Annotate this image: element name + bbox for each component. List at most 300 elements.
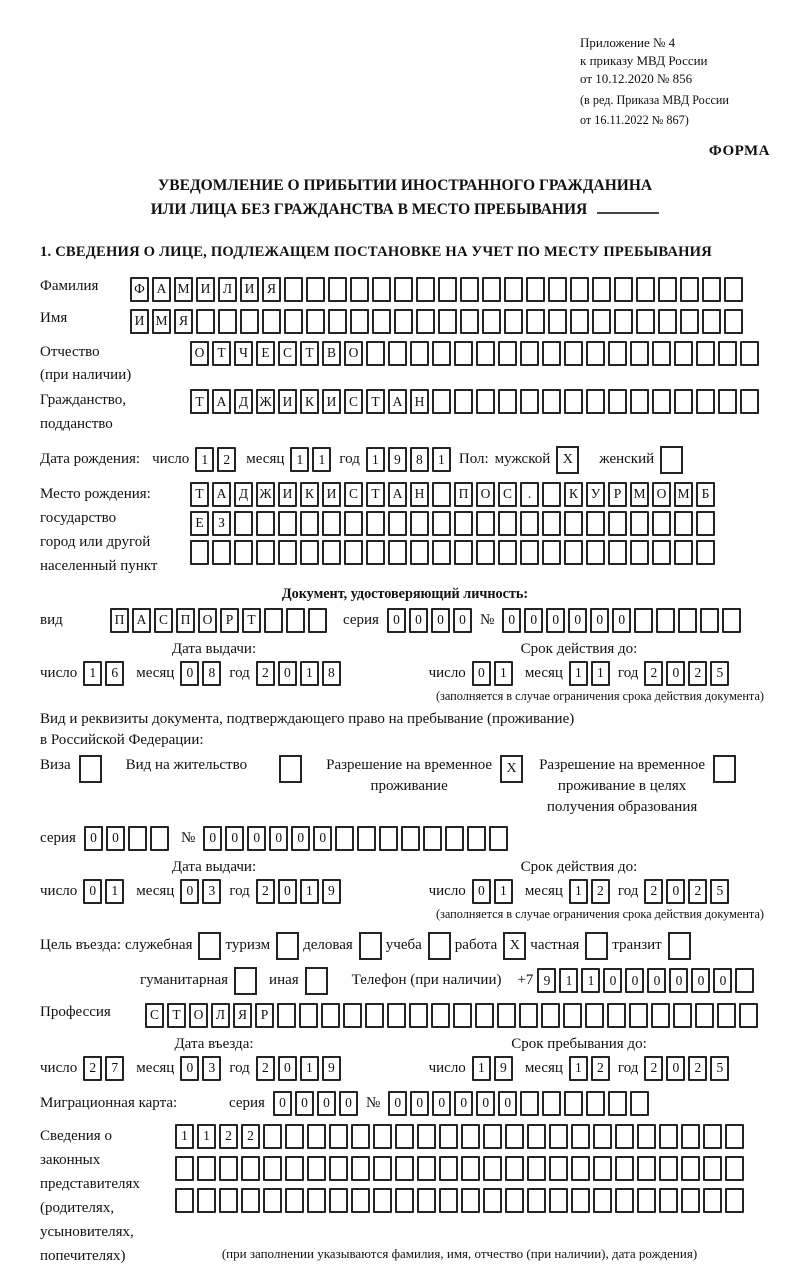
char-cell[interactable]	[615, 1188, 634, 1213]
char-cell[interactable]	[453, 1003, 472, 1028]
char-cell[interactable]	[702, 277, 721, 302]
char-cell[interactable]: .	[520, 482, 539, 507]
char-cell[interactable]: 1	[83, 661, 102, 686]
char-cell[interactable]	[322, 511, 341, 536]
char-cell[interactable]	[608, 511, 627, 536]
char-cell[interactable]	[542, 511, 561, 536]
char-cell[interactable]	[372, 277, 391, 302]
char-cell[interactable]	[593, 1124, 612, 1149]
char-cell[interactable]	[307, 1124, 326, 1149]
char-cell[interactable]	[379, 826, 398, 851]
char-cell[interactable]: Е	[190, 511, 209, 536]
char-cell[interactable]	[219, 1156, 238, 1181]
char-cell[interactable]: Т	[212, 341, 231, 366]
char-cell[interactable]: С	[145, 1003, 164, 1028]
char-cell[interactable]	[674, 511, 693, 536]
char-cell[interactable]: А	[388, 389, 407, 414]
char-cell[interactable]	[659, 1124, 678, 1149]
char-cell[interactable]: 0	[713, 968, 732, 993]
char-cell[interactable]	[505, 1156, 524, 1181]
char-cell[interactable]	[476, 389, 495, 414]
char-cell[interactable]: 1	[494, 879, 513, 904]
char-cell[interactable]	[656, 608, 675, 633]
char-cell[interactable]: У	[586, 482, 605, 507]
char-cell[interactable]	[718, 341, 737, 366]
char-cell[interactable]	[373, 1124, 392, 1149]
char-cell[interactable]	[417, 1188, 436, 1213]
char-cell[interactable]	[695, 1003, 714, 1028]
char-cell[interactable]	[286, 608, 305, 633]
char-cell[interactable]: Н	[410, 482, 429, 507]
char-cell[interactable]	[571, 1188, 590, 1213]
char-cell[interactable]: О	[189, 1003, 208, 1028]
char-cell[interactable]	[306, 277, 325, 302]
char-cell[interactable]	[630, 389, 649, 414]
char-cell[interactable]: 0	[180, 1056, 199, 1081]
char-cell[interactable]: 9	[388, 447, 407, 472]
char-cell[interactable]: 0	[431, 608, 450, 633]
char-cell[interactable]	[299, 1003, 318, 1028]
purpose-official-checkbox[interactable]	[198, 932, 221, 960]
char-cell[interactable]: К	[564, 482, 583, 507]
char-cell[interactable]	[461, 1124, 480, 1149]
char-cell[interactable]	[256, 540, 275, 565]
char-cell[interactable]: 0	[278, 661, 297, 686]
char-cell[interactable]: Т	[190, 389, 209, 414]
char-cell[interactable]: О	[198, 608, 217, 633]
char-cell[interactable]	[461, 1156, 480, 1181]
char-cell[interactable]: 5	[710, 1056, 729, 1081]
char-cell[interactable]	[505, 1188, 524, 1213]
char-cell[interactable]: Ф	[130, 277, 149, 302]
char-cell[interactable]	[335, 826, 354, 851]
char-cell[interactable]: Д	[234, 482, 253, 507]
char-cell[interactable]: Р	[608, 482, 627, 507]
char-cell[interactable]: 1	[569, 661, 588, 686]
char-cell[interactable]: 0	[612, 608, 631, 633]
char-cell[interactable]: Р	[255, 1003, 274, 1028]
char-cell[interactable]	[526, 277, 545, 302]
char-cell[interactable]: 0	[546, 608, 565, 633]
char-cell[interactable]	[681, 1156, 700, 1181]
char-cell[interactable]	[388, 511, 407, 536]
char-cell[interactable]	[395, 1124, 414, 1149]
char-cell[interactable]: С	[344, 389, 363, 414]
char-cell[interactable]: 0	[691, 968, 710, 993]
char-cell[interactable]	[630, 540, 649, 565]
char-cell[interactable]: 2	[256, 1056, 275, 1081]
char-cell[interactable]: И	[278, 389, 297, 414]
char-cell[interactable]	[431, 1003, 450, 1028]
char-cell[interactable]: 0	[666, 879, 685, 904]
char-cell[interactable]	[703, 1156, 722, 1181]
char-cell[interactable]	[262, 309, 281, 334]
char-cell[interactable]: 0	[476, 1091, 495, 1116]
char-cell[interactable]	[439, 1188, 458, 1213]
char-cell[interactable]	[681, 1188, 700, 1213]
char-cell[interactable]: 0	[295, 1091, 314, 1116]
char-cell[interactable]: 0	[180, 661, 199, 686]
char-cell[interactable]: Ч	[234, 341, 253, 366]
char-cell[interactable]	[264, 608, 283, 633]
char-cell[interactable]	[256, 511, 275, 536]
char-cell[interactable]: 8	[322, 661, 341, 686]
char-cell[interactable]: 0	[83, 879, 102, 904]
char-cell[interactable]	[416, 277, 435, 302]
char-cell[interactable]	[722, 608, 741, 633]
char-cell[interactable]: 0	[568, 608, 587, 633]
char-cell[interactable]	[284, 309, 303, 334]
char-cell[interactable]	[284, 277, 303, 302]
char-cell[interactable]	[724, 277, 743, 302]
char-cell[interactable]: Б	[696, 482, 715, 507]
char-cell[interactable]: 0	[410, 1091, 429, 1116]
char-cell[interactable]: 0	[106, 826, 125, 851]
char-cell[interactable]: 1	[105, 879, 124, 904]
char-cell[interactable]: М	[630, 482, 649, 507]
char-cell[interactable]	[476, 511, 495, 536]
char-cell[interactable]: П	[110, 608, 129, 633]
char-cell[interactable]	[285, 1188, 304, 1213]
char-cell[interactable]: О	[476, 482, 495, 507]
char-cell[interactable]	[593, 1156, 612, 1181]
char-cell[interactable]: 2	[256, 661, 275, 686]
char-cell[interactable]: 1	[494, 661, 513, 686]
char-cell[interactable]: 0	[247, 826, 266, 851]
char-cell[interactable]: 5	[710, 879, 729, 904]
char-cell[interactable]: Д	[234, 389, 253, 414]
char-cell[interactable]: 1	[559, 968, 578, 993]
char-cell[interactable]	[658, 277, 677, 302]
char-cell[interactable]	[394, 277, 413, 302]
char-cell[interactable]: 0	[432, 1091, 451, 1116]
char-cell[interactable]	[571, 1124, 590, 1149]
char-cell[interactable]: 0	[453, 608, 472, 633]
char-cell[interactable]	[401, 826, 420, 851]
char-cell[interactable]	[526, 309, 545, 334]
char-cell[interactable]	[373, 1156, 392, 1181]
char-cell[interactable]: 0	[387, 608, 406, 633]
char-cell[interactable]	[410, 540, 429, 565]
char-cell[interactable]	[482, 277, 501, 302]
char-cell[interactable]: Т	[300, 341, 319, 366]
char-cell[interactable]	[637, 1188, 656, 1213]
char-cell[interactable]: 9	[537, 968, 556, 993]
char-cell[interactable]: К	[300, 389, 319, 414]
char-cell[interactable]	[460, 277, 479, 302]
char-cell[interactable]: 2	[83, 1056, 102, 1081]
purpose-work-checkbox[interactable]: X	[503, 932, 526, 960]
char-cell[interactable]: Т	[366, 389, 385, 414]
char-cell[interactable]: А	[388, 482, 407, 507]
char-cell[interactable]	[680, 277, 699, 302]
char-cell[interactable]	[277, 1003, 296, 1028]
char-cell[interactable]: Л	[218, 277, 237, 302]
char-cell[interactable]	[571, 1156, 590, 1181]
char-cell[interactable]: С	[344, 482, 363, 507]
char-cell[interactable]: М	[674, 482, 693, 507]
char-cell[interactable]	[498, 341, 517, 366]
char-cell[interactable]: Т	[167, 1003, 186, 1028]
char-cell[interactable]	[615, 1156, 634, 1181]
char-cell[interactable]	[498, 540, 517, 565]
char-cell[interactable]: 0	[669, 968, 688, 993]
char-cell[interactable]	[739, 1003, 758, 1028]
char-cell[interactable]	[438, 277, 457, 302]
char-cell[interactable]	[593, 1188, 612, 1213]
char-cell[interactable]	[637, 1156, 656, 1181]
char-cell[interactable]: 1	[300, 879, 319, 904]
char-cell[interactable]: 2	[688, 1056, 707, 1081]
char-cell[interactable]	[696, 389, 715, 414]
char-cell[interactable]: 8	[202, 661, 221, 686]
char-cell[interactable]: 9	[322, 879, 341, 904]
char-cell[interactable]	[395, 1156, 414, 1181]
char-cell[interactable]	[585, 1003, 604, 1028]
char-cell[interactable]: И	[322, 389, 341, 414]
char-cell[interactable]: 0	[502, 608, 521, 633]
char-cell[interactable]	[351, 1188, 370, 1213]
char-cell[interactable]: 2	[591, 1056, 610, 1081]
char-cell[interactable]	[520, 511, 539, 536]
char-cell[interactable]: Н	[410, 389, 429, 414]
char-cell[interactable]	[592, 309, 611, 334]
char-cell[interactable]: 1	[472, 1056, 491, 1081]
char-cell[interactable]: М	[152, 309, 171, 334]
char-cell[interactable]: 3	[202, 1056, 221, 1081]
char-cell[interactable]	[505, 1124, 524, 1149]
char-cell[interactable]: 7	[105, 1056, 124, 1081]
char-cell[interactable]	[548, 277, 567, 302]
char-cell[interactable]: 0	[454, 1091, 473, 1116]
temp-residence-education-checkbox[interactable]	[713, 755, 736, 783]
char-cell[interactable]	[241, 1188, 260, 1213]
char-cell[interactable]: 1	[312, 447, 331, 472]
char-cell[interactable]: 0	[409, 608, 428, 633]
char-cell[interactable]: 1	[591, 661, 610, 686]
char-cell[interactable]	[629, 1003, 648, 1028]
char-cell[interactable]	[350, 277, 369, 302]
char-cell[interactable]	[328, 277, 347, 302]
char-cell[interactable]: 0	[590, 608, 609, 633]
char-cell[interactable]: 2	[644, 1056, 663, 1081]
char-cell[interactable]	[467, 826, 486, 851]
char-cell[interactable]	[328, 309, 347, 334]
char-cell[interactable]: А	[212, 482, 231, 507]
char-cell[interactable]	[285, 1156, 304, 1181]
char-cell[interactable]: 0	[647, 968, 666, 993]
char-cell[interactable]: 0	[498, 1091, 517, 1116]
char-cell[interactable]: И	[322, 482, 341, 507]
char-cell[interactable]	[519, 1003, 538, 1028]
char-cell[interactable]	[300, 511, 319, 536]
char-cell[interactable]	[475, 1003, 494, 1028]
char-cell[interactable]	[454, 389, 473, 414]
char-cell[interactable]	[423, 826, 442, 851]
char-cell[interactable]	[637, 1124, 656, 1149]
char-cell[interactable]	[439, 1156, 458, 1181]
char-cell[interactable]: С	[154, 608, 173, 633]
char-cell[interactable]	[586, 341, 605, 366]
char-cell[interactable]	[681, 1124, 700, 1149]
char-cell[interactable]: И	[130, 309, 149, 334]
char-cell[interactable]	[673, 1003, 692, 1028]
char-cell[interactable]	[564, 389, 583, 414]
char-cell[interactable]	[586, 389, 605, 414]
char-cell[interactable]	[630, 341, 649, 366]
char-cell[interactable]	[718, 389, 737, 414]
char-cell[interactable]	[150, 826, 169, 851]
char-cell[interactable]: 0	[273, 1091, 292, 1116]
char-cell[interactable]	[630, 511, 649, 536]
char-cell[interactable]	[740, 341, 759, 366]
char-cell[interactable]	[520, 389, 539, 414]
char-cell[interactable]	[307, 1156, 326, 1181]
char-cell[interactable]	[542, 540, 561, 565]
char-cell[interactable]	[549, 1188, 568, 1213]
char-cell[interactable]	[394, 309, 413, 334]
char-cell[interactable]	[476, 341, 495, 366]
char-cell[interactable]: 1	[581, 968, 600, 993]
char-cell[interactable]	[651, 1003, 670, 1028]
char-cell[interactable]	[498, 511, 517, 536]
char-cell[interactable]	[351, 1156, 370, 1181]
char-cell[interactable]	[483, 1188, 502, 1213]
char-cell[interactable]	[417, 1156, 436, 1181]
char-cell[interactable]	[432, 511, 451, 536]
char-cell[interactable]	[344, 511, 363, 536]
char-cell[interactable]: 1	[290, 447, 309, 472]
char-cell[interactable]: 0	[203, 826, 222, 851]
char-cell[interactable]: Я	[174, 309, 193, 334]
char-cell[interactable]	[659, 1156, 678, 1181]
char-cell[interactable]: 0	[388, 1091, 407, 1116]
char-cell[interactable]	[674, 341, 693, 366]
char-cell[interactable]: 9	[494, 1056, 513, 1081]
char-cell[interactable]: 2	[219, 1124, 238, 1149]
char-cell[interactable]	[696, 511, 715, 536]
char-cell[interactable]: 0	[269, 826, 288, 851]
char-cell[interactable]	[454, 540, 473, 565]
char-cell[interactable]: И	[240, 277, 259, 302]
char-cell[interactable]	[740, 389, 759, 414]
char-cell[interactable]: 0	[524, 608, 543, 633]
char-cell[interactable]	[190, 540, 209, 565]
char-cell[interactable]: Т	[366, 482, 385, 507]
char-cell[interactable]	[659, 1188, 678, 1213]
gender-male-checkbox[interactable]: X	[556, 446, 579, 474]
char-cell[interactable]	[504, 277, 523, 302]
char-cell[interactable]	[307, 1188, 326, 1213]
char-cell[interactable]: С	[498, 482, 517, 507]
char-cell[interactable]: 1	[432, 447, 451, 472]
char-cell[interactable]	[652, 341, 671, 366]
char-cell[interactable]	[564, 1091, 583, 1116]
char-cell[interactable]	[438, 309, 457, 334]
gender-female-checkbox[interactable]	[660, 446, 683, 474]
char-cell[interactable]: 0	[625, 968, 644, 993]
char-cell[interactable]	[630, 1091, 649, 1116]
char-cell[interactable]	[703, 1188, 722, 1213]
char-cell[interactable]: 2	[644, 879, 663, 904]
char-cell[interactable]	[717, 1003, 736, 1028]
char-cell[interactable]: 0	[180, 879, 199, 904]
char-cell[interactable]	[724, 309, 743, 334]
char-cell[interactable]: 2	[217, 447, 236, 472]
char-cell[interactable]: 2	[644, 661, 663, 686]
char-cell[interactable]: 0	[313, 826, 332, 851]
char-cell[interactable]	[432, 389, 451, 414]
char-cell[interactable]: Л	[211, 1003, 230, 1028]
char-cell[interactable]: В	[322, 341, 341, 366]
char-cell[interactable]	[350, 309, 369, 334]
char-cell[interactable]	[652, 511, 671, 536]
char-cell[interactable]: П	[176, 608, 195, 633]
char-cell[interactable]: 0	[339, 1091, 358, 1116]
char-cell[interactable]	[586, 511, 605, 536]
char-cell[interactable]: 1	[569, 879, 588, 904]
char-cell[interactable]: 2	[256, 879, 275, 904]
char-cell[interactable]	[197, 1188, 216, 1213]
char-cell[interactable]	[343, 1003, 362, 1028]
char-cell[interactable]	[357, 826, 376, 851]
char-cell[interactable]	[678, 608, 697, 633]
char-cell[interactable]: Р	[220, 608, 239, 633]
char-cell[interactable]	[460, 309, 479, 334]
char-cell[interactable]	[454, 511, 473, 536]
char-cell[interactable]	[365, 1003, 384, 1028]
char-cell[interactable]: А	[212, 389, 231, 414]
char-cell[interactable]	[542, 389, 561, 414]
char-cell[interactable]	[454, 341, 473, 366]
char-cell[interactable]: 0	[666, 1056, 685, 1081]
char-cell[interactable]	[674, 540, 693, 565]
char-cell[interactable]	[351, 1124, 370, 1149]
char-cell[interactable]: З	[212, 511, 231, 536]
char-cell[interactable]	[240, 309, 259, 334]
char-cell[interactable]	[410, 341, 429, 366]
char-cell[interactable]	[563, 1003, 582, 1028]
char-cell[interactable]	[219, 1188, 238, 1213]
char-cell[interactable]	[549, 1156, 568, 1181]
char-cell[interactable]: А	[132, 608, 151, 633]
char-cell[interactable]	[674, 389, 693, 414]
char-cell[interactable]: 0	[225, 826, 244, 851]
char-cell[interactable]	[607, 1003, 626, 1028]
char-cell[interactable]	[498, 389, 517, 414]
char-cell[interactable]	[586, 1091, 605, 1116]
char-cell[interactable]	[439, 1124, 458, 1149]
char-cell[interactable]	[197, 1156, 216, 1181]
char-cell[interactable]: 0	[317, 1091, 336, 1116]
char-cell[interactable]	[652, 389, 671, 414]
char-cell[interactable]	[634, 608, 653, 633]
char-cell[interactable]	[608, 341, 627, 366]
char-cell[interactable]: 1	[197, 1124, 216, 1149]
residence-permit-checkbox[interactable]	[279, 755, 302, 783]
char-cell[interactable]	[608, 540, 627, 565]
char-cell[interactable]	[570, 309, 589, 334]
char-cell[interactable]	[306, 309, 325, 334]
char-cell[interactable]	[278, 511, 297, 536]
char-cell[interactable]: 0	[278, 879, 297, 904]
char-cell[interactable]	[489, 826, 508, 851]
char-cell[interactable]	[483, 1156, 502, 1181]
char-cell[interactable]	[329, 1156, 348, 1181]
char-cell[interactable]	[175, 1188, 194, 1213]
char-cell[interactable]	[388, 341, 407, 366]
char-cell[interactable]	[373, 1188, 392, 1213]
